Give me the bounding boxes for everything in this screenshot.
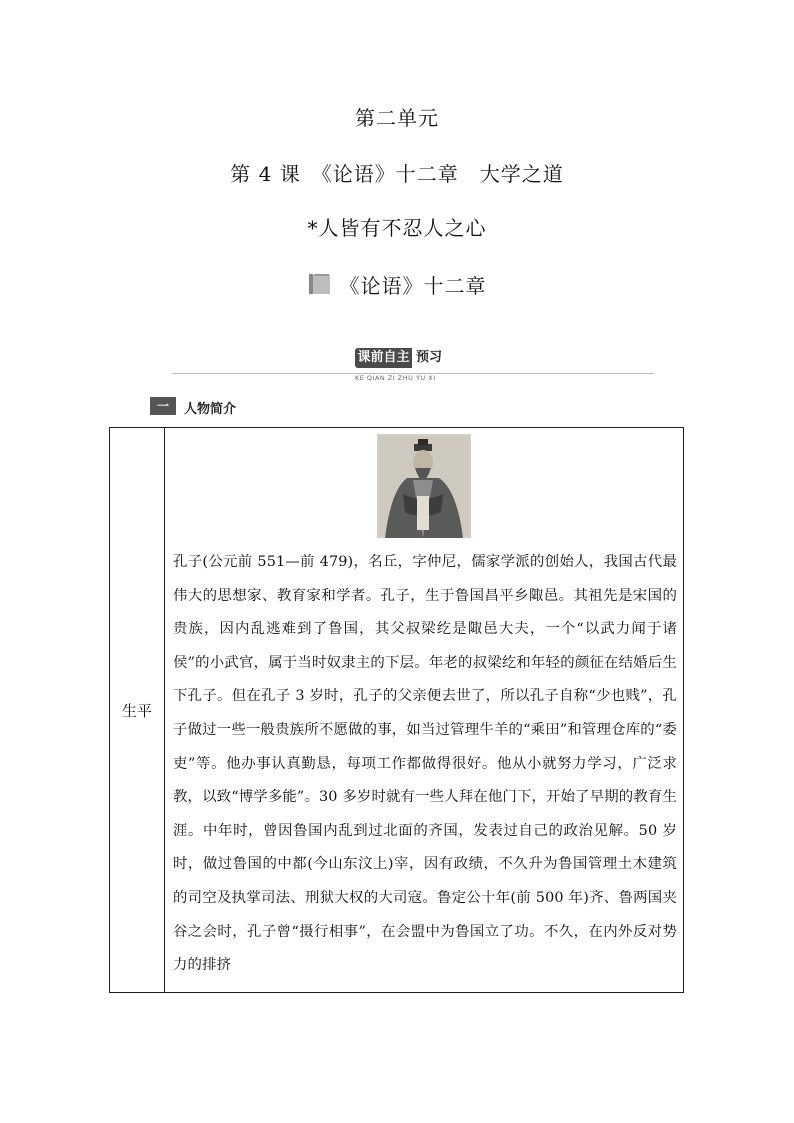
chapter-title: 《论语》十二章 bbox=[339, 274, 487, 298]
banner-pinyin: KE QIAN ZI ZHU YU XI bbox=[355, 374, 436, 382]
banner-tail: 预习 bbox=[416, 350, 443, 365]
biography-text: 孔子(公元前 551—前 479)，名丘，字仲尼，儒家学派的创始人，我国古代最伟大的思想家、教育家和学者。孔子，生于鲁国昌平乡陬邑。其祖先是宋国的贵族，因内乱逃难到了鲁国，其父叔梁纥是陬邑大夫，一个“以武力闻于诸侯”的小武官，属于当时奴隶主的下层。年老的叔梁纥和年轻的颜征在结婚后生下孔子。但在孔子 3 岁时，孔子的父亲便去世了，所以孔子自称“少也贱”，孔子做过一些一般贵族所不愿做的事，如当过管理牛羊的“乘田”和管理仓库的“委吏”等。他办事认真勤恳，每项工作都做得很好。他从小就努力学习，广泛求教，以致“博学多能”。30 多岁时就有一些人拜在他门下，开始了早期的教育生涯。中年时，曾因鲁国内乱到过北面的齐国，发表过自己的政治见解。50 岁时，做过鲁国的中都(今山东汶上)宰，因有政绩，不久升为鲁国管理土木建筑的司空及执掌司法、刑狱大权的大司寇。鲁定公十年(前 500 年)齐、鲁两国夹谷之会时，孔子曾“摄行相事”，在会盟中为鲁国立了功。不久，在内外反对势力的排挤 bbox=[173, 554, 677, 974]
row-content bbox=[165, 428, 684, 993]
extra-reading-title: *人皆有不忍人之心 bbox=[307, 216, 487, 240]
book-icon bbox=[308, 272, 332, 296]
chapter-title-row bbox=[0, 270, 794, 299]
banner-badge: 课前自主 bbox=[355, 348, 412, 368]
biography-table bbox=[109, 427, 684, 993]
section-title: 人物简介 bbox=[184, 402, 237, 417]
lesson-title: 第 4 课 《论语》十二章 大学之道 bbox=[230, 162, 564, 186]
preview-banner bbox=[172, 348, 654, 382]
row-label: 生平 bbox=[110, 428, 165, 993]
section-number: 一 bbox=[150, 397, 176, 415]
confucius-portrait bbox=[377, 434, 471, 538]
unit-title: 第二单元 bbox=[355, 106, 439, 130]
